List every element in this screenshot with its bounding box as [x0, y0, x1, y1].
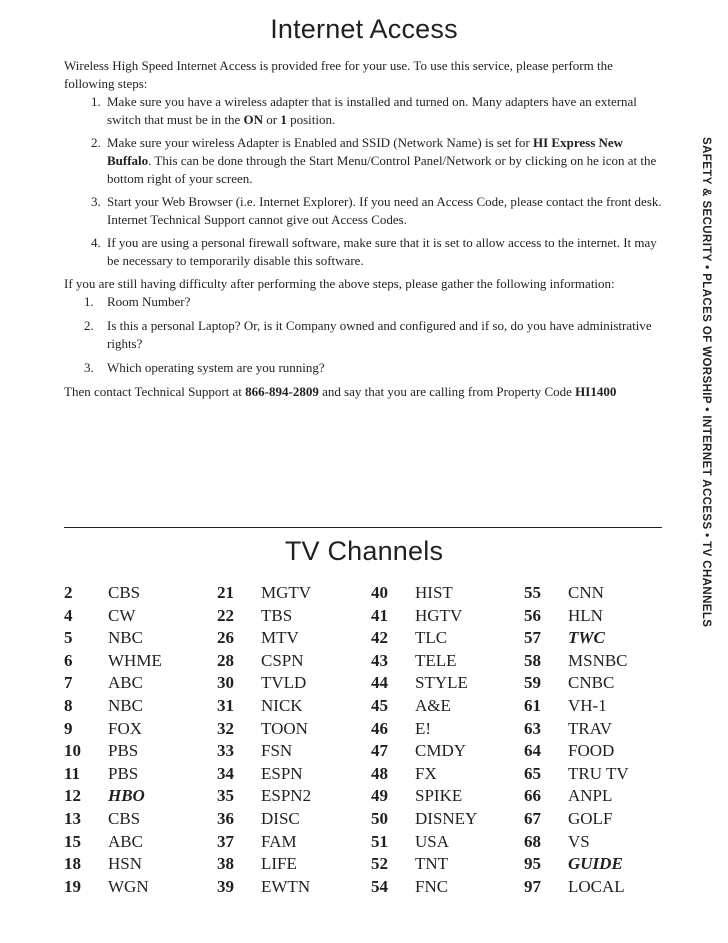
- channel-row: [524, 605, 674, 628]
- channel-name: CBS: [108, 808, 141, 828]
- channel-name: HGTV: [415, 605, 463, 625]
- channel-row: [64, 582, 214, 605]
- channel-name: DISC: [261, 808, 300, 828]
- info-text: Which operating system are you running?: [107, 360, 325, 375]
- contact-text: and say that you are calling from Property Code: [318, 384, 576, 399]
- channel-number: 39: [217, 876, 234, 896]
- channel-row: [217, 763, 367, 786]
- info-list: [64, 293, 664, 377]
- channel-number: 67: [524, 808, 541, 828]
- step-number: 4.: [91, 235, 101, 250]
- channel-number: 4: [64, 605, 73, 625]
- channel-row: [217, 650, 367, 673]
- channel-name: A&E: [415, 695, 451, 715]
- channel-name: FAM: [261, 831, 297, 851]
- info-number: 2.: [84, 318, 94, 333]
- channel-name: NICK: [261, 695, 303, 715]
- channel-row: [524, 650, 674, 673]
- channel-name: NBC: [108, 628, 143, 648]
- step-text: If you are using a personal firewall software, make sure that it is set to allow access to the internet. It may be necessary to temporarily disable this software.: [107, 235, 657, 268]
- channel-name: GUIDE: [568, 854, 623, 874]
- channel-row: [64, 831, 214, 854]
- channel-number: 13: [64, 808, 81, 828]
- channel-column: [64, 582, 214, 898]
- channel-number: 38: [217, 854, 234, 874]
- channel-name: TOON: [261, 718, 308, 738]
- property-code: HI1400: [575, 384, 617, 399]
- channel-row: [217, 876, 367, 899]
- step-emphasis: 1: [280, 112, 287, 127]
- channel-number: 47: [371, 741, 388, 761]
- channel-name: ABC: [108, 673, 143, 693]
- channel-number: 41: [371, 605, 388, 625]
- channel-number: 97: [524, 876, 541, 896]
- setup-steps-list: [64, 93, 664, 270]
- channel-row: [371, 740, 521, 763]
- tv-channels-title: TV Channels: [284, 536, 444, 566]
- channel-name: ANPL: [568, 786, 613, 806]
- channel-number: 44: [371, 673, 388, 693]
- channel-name: WGN: [108, 876, 149, 896]
- channel-number: 8: [64, 695, 73, 715]
- info-text: Is this a personal Laptop? Or, is it Company owned and configured and if so, do you have administrative rights?: [107, 318, 652, 351]
- channel-number: 15: [64, 831, 81, 851]
- channel-row: [524, 672, 674, 695]
- channel-number: 33: [217, 741, 234, 761]
- step-number: 3.: [91, 194, 101, 209]
- channel-row: [64, 853, 214, 876]
- step-text: position.: [286, 112, 336, 127]
- channel-row: [217, 831, 367, 854]
- channel-row: [524, 740, 674, 763]
- channel-name: TRAV: [568, 718, 613, 738]
- channel-row: [371, 763, 521, 786]
- channel-name: NBC: [108, 695, 143, 715]
- channel-number: 55: [524, 583, 541, 602]
- channel-name: MSNBC: [568, 650, 628, 670]
- channel-number: 51: [371, 831, 388, 851]
- channel-number: 31: [217, 695, 234, 715]
- channel-row: [64, 763, 214, 786]
- channel-row: [64, 876, 214, 899]
- channel-row: [371, 785, 521, 808]
- channel-row: [371, 718, 521, 741]
- channel-number: 46: [371, 718, 388, 738]
- step-text: Make sure your wireless Adapter is Enabled and SSID (Network Name) is set for: [107, 135, 534, 150]
- step-item: [64, 193, 664, 229]
- channel-name: USA: [415, 831, 450, 851]
- channel-row: [371, 627, 521, 650]
- channel-name: STYLE: [415, 673, 468, 693]
- troubleshoot-paragraph: If you are still having difficulty after performing the above steps, please gather the following information:: [64, 276, 615, 291]
- channel-number: 22: [217, 605, 234, 625]
- channel-number: 52: [371, 854, 388, 874]
- channel-number: 10: [64, 741, 81, 761]
- tv-channel-grid: [64, 582, 664, 902]
- channel-row: [64, 627, 214, 650]
- step-text: or: [262, 112, 281, 127]
- channel-number: 26: [217, 628, 234, 648]
- info-item: [64, 359, 664, 377]
- side-tab: [696, 137, 716, 777]
- channel-name: GOLF: [568, 808, 613, 828]
- channel-number: 12: [64, 786, 81, 806]
- channel-number: 63: [524, 718, 541, 738]
- channel-row: [371, 672, 521, 695]
- channel-name: ABC: [108, 831, 143, 851]
- channel-row: [371, 853, 521, 876]
- channel-row: [524, 718, 674, 741]
- channel-number: 7: [64, 673, 73, 693]
- channel-name: SPIKE: [415, 786, 463, 806]
- channel-row: [524, 582, 674, 605]
- channel-name: MTV: [261, 628, 299, 648]
- channel-name: CNBC: [568, 673, 615, 693]
- channel-row: [524, 785, 674, 808]
- channel-number: 40: [371, 583, 388, 602]
- channel-row: [64, 672, 214, 695]
- channel-name: PBS: [108, 741, 139, 761]
- section-divider: [64, 527, 662, 528]
- step-item: [64, 234, 664, 270]
- channel-column: [217, 582, 367, 898]
- step-number: 2.: [91, 135, 101, 150]
- channel-number: 34: [217, 763, 234, 783]
- side-tab-label: SAFETY & SECURITY • PLACES OF WORSHIP • INTERNET ACCESS • TV CHANNELS: [700, 137, 712, 628]
- channel-name: TBS: [261, 605, 293, 625]
- channel-name: TLC: [415, 628, 448, 648]
- channel-name: TELE: [415, 650, 457, 670]
- channel-name: CSPN: [261, 650, 304, 670]
- channel-number: 66: [524, 786, 541, 806]
- channel-name: CW: [108, 605, 136, 625]
- channel-row: [524, 695, 674, 718]
- channel-row: [217, 853, 367, 876]
- channel-row: [524, 627, 674, 650]
- channel-number: 6: [64, 650, 73, 670]
- channel-row: [64, 650, 214, 673]
- channel-row: [524, 808, 674, 831]
- channel-name: FX: [415, 763, 437, 783]
- channel-number: 18: [64, 854, 81, 874]
- channel-number: 58: [524, 650, 541, 670]
- channel-number: 49: [371, 786, 388, 806]
- channel-row: [371, 876, 521, 899]
- info-item: [64, 293, 664, 311]
- channel-row: [371, 605, 521, 628]
- step-number: 1.: [91, 94, 101, 109]
- channel-row: [524, 763, 674, 786]
- step-item: [64, 93, 664, 129]
- channel-row: [524, 876, 674, 899]
- channel-row: [217, 718, 367, 741]
- channel-row: [217, 672, 367, 695]
- channel-row: [371, 582, 521, 605]
- info-item: [64, 317, 664, 353]
- channel-name: CNN: [568, 583, 604, 602]
- channel-number: 2: [64, 583, 73, 602]
- channel-name: ESPN2: [261, 786, 312, 806]
- channel-name: LIFE: [261, 854, 297, 874]
- channel-row: [64, 605, 214, 628]
- channel-number: 68: [524, 831, 541, 851]
- channel-row: [217, 808, 367, 831]
- channel-name: CMDY: [415, 741, 467, 761]
- step-text: Start your Web Browser (i.e. Internet Explorer). If you need an Access Code, please contact the front desk. Internet Technical Support cannot give out Access Codes.: [107, 194, 662, 227]
- channel-row: [64, 740, 214, 763]
- channel-number: 54: [371, 876, 388, 896]
- channel-number: 36: [217, 808, 234, 828]
- channel-name: HSN: [108, 854, 143, 874]
- channel-number: 21: [217, 583, 234, 602]
- channel-name: FSN: [261, 741, 293, 761]
- channel-name: WHME: [108, 650, 162, 670]
- channel-number: 30: [217, 673, 234, 693]
- channel-number: 19: [64, 876, 81, 896]
- channel-number: 37: [217, 831, 234, 851]
- step-emphasis: HI Express New Buffalo: [107, 135, 624, 168]
- channel-name: CBS: [108, 583, 141, 602]
- channel-row: [217, 740, 367, 763]
- step-text: Make sure you have a wireless adapter that is installed and turned on. Many adapters have an external switch that must be in the: [107, 94, 637, 127]
- channel-name: FOX: [108, 718, 143, 738]
- info-text: Room Number?: [107, 294, 191, 309]
- contact-text: Then contact Technical Support at: [64, 384, 246, 399]
- channel-name: E!: [415, 718, 432, 738]
- internet-access-title: Internet Access: [270, 14, 458, 44]
- channel-name: TNT: [415, 854, 449, 874]
- channel-number: 5: [64, 628, 73, 648]
- info-number: 3.: [84, 360, 94, 375]
- channel-name: DISNEY: [415, 808, 478, 828]
- channel-number: 45: [371, 695, 388, 715]
- support-phone: 866-894-2809: [245, 384, 319, 399]
- step-text: . This can be done through the Start Menu/Control Panel/Network or by clicking on he icon at the bottom right of your screen.: [107, 153, 657, 186]
- channel-number: 48: [371, 763, 388, 783]
- channel-name: FNC: [415, 876, 449, 896]
- channel-row: [64, 695, 214, 718]
- info-number: 1.: [84, 294, 94, 309]
- channel-number: 50: [371, 808, 388, 828]
- channel-number: 35: [217, 786, 234, 806]
- channel-row: [217, 695, 367, 718]
- channel-row: [217, 605, 367, 628]
- channel-row: [64, 808, 214, 831]
- channel-name: LOCAL: [568, 876, 625, 896]
- channel-name: PBS: [108, 763, 139, 783]
- channel-row: [371, 695, 521, 718]
- channel-name: ESPN: [261, 763, 303, 783]
- channel-row: [371, 831, 521, 854]
- channel-number: 57: [524, 628, 541, 648]
- step-emphasis: ON: [243, 112, 263, 127]
- channel-name: HLN: [568, 605, 603, 625]
- channel-row: [524, 853, 674, 876]
- channel-column: [524, 582, 674, 898]
- channel-name: EWTN: [261, 876, 311, 896]
- channel-name: VS: [568, 831, 590, 851]
- channel-number: 9: [64, 718, 73, 738]
- channel-number: 11: [64, 763, 81, 783]
- channel-row: [217, 582, 367, 605]
- channel-name: HIST: [415, 583, 453, 602]
- channel-name: TVLD: [261, 673, 307, 693]
- channel-name: TWC: [568, 628, 605, 648]
- channel-number: 43: [371, 650, 388, 670]
- channel-number: 59: [524, 673, 541, 693]
- channel-row: [524, 831, 674, 854]
- channel-row: [371, 808, 521, 831]
- channel-row: [217, 627, 367, 650]
- channel-name: FOOD: [568, 741, 615, 761]
- channel-number: 95: [524, 854, 541, 874]
- channel-row: [217, 785, 367, 808]
- contact-paragraph: [64, 383, 664, 401]
- channel-row: [64, 785, 214, 808]
- channel-row: [64, 718, 214, 741]
- channel-name: TRU TV: [568, 763, 629, 783]
- channel-number: 28: [217, 650, 234, 670]
- channel-column: [371, 582, 521, 898]
- channel-number: 42: [371, 628, 388, 648]
- channel-number: 65: [524, 763, 541, 783]
- intro-paragraph: Wireless High Speed Internet Access is provided free for your use. To use this service, please perform the following steps:: [64, 58, 613, 91]
- channel-name: HBO: [108, 786, 145, 806]
- channel-name: MGTV: [261, 583, 312, 602]
- channel-number: 61: [524, 695, 541, 715]
- channel-number: 64: [524, 741, 541, 761]
- channel-name: VH-1: [568, 695, 607, 715]
- channel-row: [371, 650, 521, 673]
- step-item: [64, 134, 664, 188]
- channel-number: 32: [217, 718, 234, 738]
- channel-number: 56: [524, 605, 541, 625]
- internet-access-section: [64, 57, 664, 401]
